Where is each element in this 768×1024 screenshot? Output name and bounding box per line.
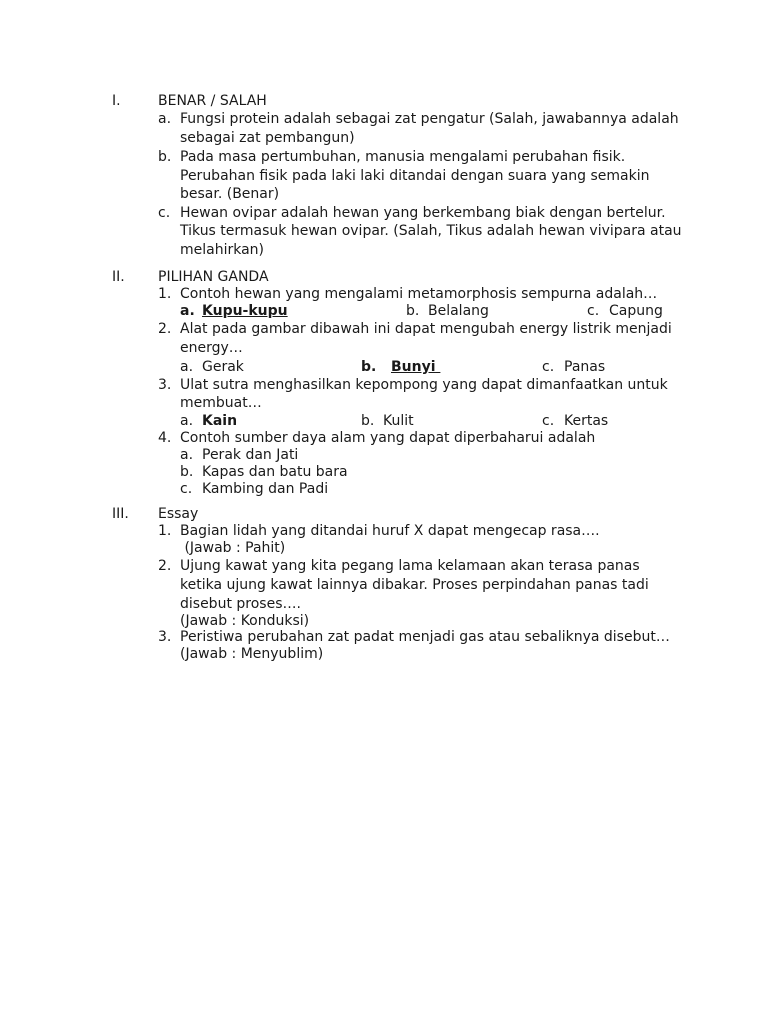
- essay-item: [158, 557, 682, 629]
- question-text: Contoh hewan yang mengalami metamorphosis sempurna adalah…: [180, 286, 658, 302]
- item-marker: b.: [158, 149, 172, 165]
- essay-item: [158, 523, 682, 557]
- option-text: Kupu-kupu: [202, 303, 288, 319]
- option-text: Kain: [202, 413, 238, 429]
- option-letter: c.: [542, 359, 555, 375]
- option-letter: b.: [180, 464, 194, 480]
- essay-list: [158, 523, 682, 663]
- question-item: [158, 376, 682, 430]
- option-b: [406, 303, 489, 320]
- statement-item: [158, 148, 682, 204]
- section-numeral: III.: [112, 506, 129, 522]
- option-text: Kertas: [564, 413, 609, 429]
- item-marker: 3.: [158, 629, 172, 645]
- option-text: Capung: [609, 303, 663, 319]
- question-text: Ulat sutra menghasilkan kepompong yang dapat dimanfaatkan untuk membuat…: [180, 377, 668, 411]
- question-item: [158, 430, 682, 498]
- question-item: [158, 320, 682, 376]
- option-letter: a.: [180, 359, 194, 375]
- option-letter: b.: [361, 413, 375, 429]
- option-c: [180, 481, 682, 498]
- option-row: [180, 358, 682, 376]
- option-letter: a.: [180, 303, 195, 319]
- essay-item: [158, 629, 682, 663]
- section-title: Essay: [158, 506, 199, 522]
- question-text: Alat pada gambar dibawah ini dapat mengubah energy listrik menjadi energy…: [180, 321, 672, 356]
- question-item: [158, 286, 682, 320]
- section-title: PILIHAN GANDA: [158, 269, 269, 285]
- essay-answer: (Jawab : Pahit): [180, 540, 286, 556]
- option-b: [361, 412, 414, 430]
- statement-text: Pada masa pertumbuhan, manusia mengalami perubahan fisik. Perubahan fisik pada laki laki ditandai dengan suara yang semakin besar. (Benar): [180, 149, 650, 202]
- option-c: [542, 358, 605, 377]
- option-letter: b.: [406, 303, 420, 319]
- option-b: [180, 464, 682, 481]
- essay-question-text: Peristiwa perubahan zat padat menjadi gas atau sebaliknya disebut…: [180, 629, 670, 645]
- statement-text: Fungsi protein adalah sebagai zat pengatur (Salah, jawabannya adalah sebagai zat pembangun): [180, 111, 679, 146]
- item-marker: 1.: [158, 523, 172, 539]
- option-text: Kulit: [383, 413, 414, 429]
- item-marker: 2.: [158, 558, 172, 574]
- question-list: [158, 286, 682, 498]
- option-a-correct: [180, 412, 237, 430]
- statement-item: [158, 110, 682, 148]
- section-numeral: II.: [112, 269, 125, 285]
- option-letter: c.: [542, 413, 555, 429]
- option-letter: a.: [180, 413, 194, 429]
- essay-answer: (Jawab : Menyublim): [180, 646, 324, 662]
- item-marker: 2.: [158, 321, 172, 337]
- option-letter: a.: [180, 447, 194, 463]
- option-text: Belalang: [428, 303, 489, 319]
- statement-text: Hewan ovipar adalah hewan yang berkembang biak dengan bertelur. Tikus termasuk hewan ovipar. (Salah, Tikus adalah hewan vivipara atau melahirkan): [180, 204, 682, 258]
- option-text: Perak dan Jati: [202, 447, 299, 463]
- option-a-correct: [180, 303, 288, 320]
- option-text: Bunyi: [391, 359, 436, 375]
- option-text: Gerak: [202, 359, 244, 375]
- statement-list: [158, 110, 682, 259]
- option-row: [180, 412, 682, 430]
- item-marker: 3.: [158, 377, 172, 393]
- item-marker: c.: [158, 204, 171, 221]
- option-c: [587, 303, 663, 320]
- option-a: [180, 447, 682, 464]
- option-text: Panas: [564, 359, 606, 375]
- option-letter: b.: [361, 359, 377, 375]
- statement-item: [158, 204, 682, 260]
- item-marker: 1.: [158, 286, 172, 302]
- essay-question-text: Bagian lidah yang ditandai huruf X dapat mengecap rasa….: [180, 523, 600, 539]
- essay-question-text: Ujung kawat yang kita pegang lama kelamaan akan terasa panas ketika ujung kawat lainnya dibakar. Proses perpindahan panas tadi disebut proses….: [180, 558, 649, 612]
- item-marker: 4.: [158, 430, 172, 446]
- section-title: BENAR / SALAH: [158, 93, 267, 109]
- option-row: [180, 303, 682, 320]
- question-text: Contoh sumber daya alam yang dapat diperbaharui adalah: [180, 430, 596, 446]
- option-b-correct: [361, 358, 440, 377]
- option-c: [542, 412, 608, 430]
- item-marker: a.: [158, 111, 172, 127]
- option-letter: c.: [587, 303, 600, 319]
- section-numeral: I.: [112, 93, 121, 109]
- option-text: Kapas dan batu bara: [202, 464, 348, 480]
- option-a: [180, 358, 244, 377]
- option-letter: c.: [180, 481, 193, 497]
- essay-answer: (Jawab : Konduksi): [180, 613, 310, 629]
- option-text: Kambing dan Padi: [202, 481, 329, 497]
- option-list: [180, 447, 682, 498]
